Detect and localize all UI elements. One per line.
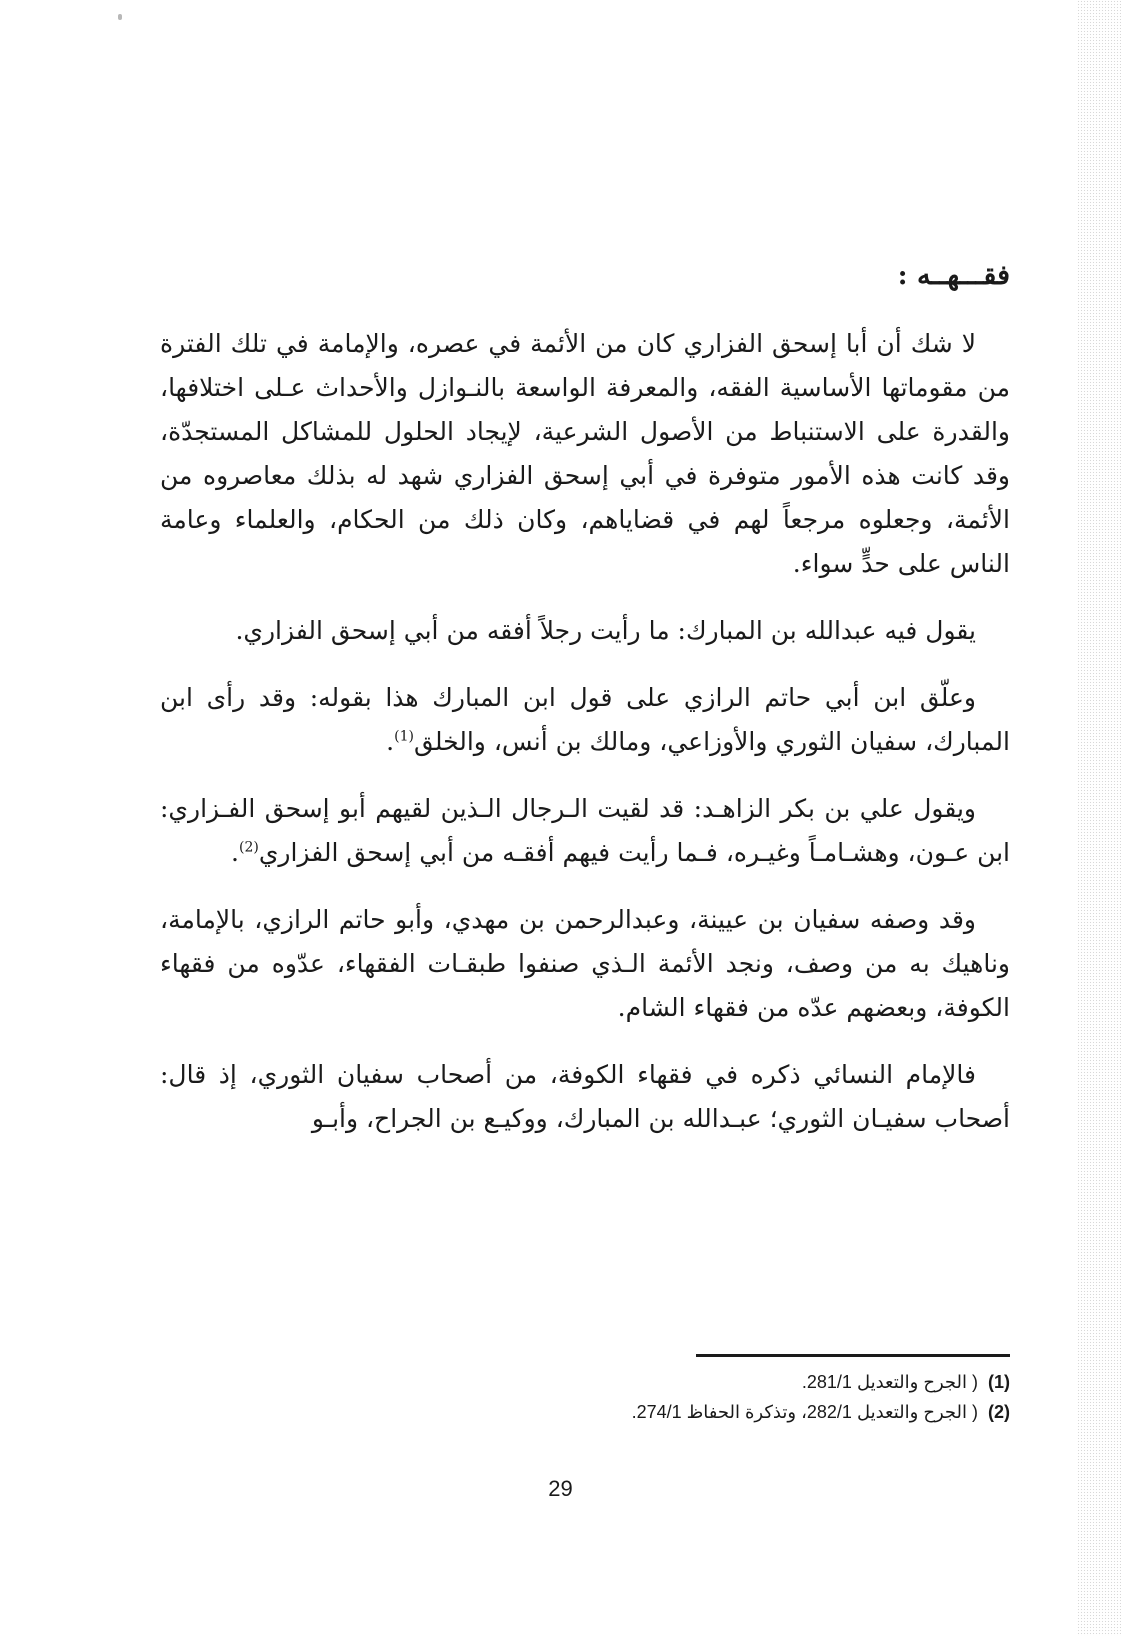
section-heading: فقـــهــه : [897, 260, 1010, 291]
scan-speck [118, 14, 122, 20]
footnote-2-number: (2) [987, 1402, 1010, 1422]
paragraph-4-text: ويقول علي بن بكر الزاهـد: قد لقيت الـرجال الـذين لقيهم أبو إسحق الفـزاري: ابن عـون، وهشـامـاً وغيـره، فـما رأيت فيهم أفقـه من أبي إسحق الفزاري [160, 794, 1010, 867]
paragraph-4-end: . [231, 838, 239, 867]
paragraph-3 [160, 676, 1010, 764]
main-text [160, 256, 1010, 1164]
footnote-1 [160, 1367, 1010, 1397]
footnote-1-text: ( الجرح والتعديل 281/1. [801, 1372, 978, 1392]
footnote-2 [160, 1397, 1010, 1427]
footnotes [160, 1354, 1010, 1427]
paragraph-5: وقد وصفه سفيان بن عيينة، وعبدالرحمن بن مهدي، وأبو حاتم الرازي، بالإمامة، وناهيك به من وصف، ونجد الأئمة الـذي صنفوا طبقـات الفقهاء، عدّوه من فقهاء الكوفة، وبعضهم عدّه من فقهاء الشام. [160, 905, 1010, 1022]
paragraph-4 [160, 787, 1010, 875]
paragraph-1: لا شك أن أبا إسحق الفزاري كان من الأئمة في عصره، والإمامة في تلك الفترة من مقوماتها الأساسية الفقه، والمعرفة الواسعة بالنـوازل والأحداث عـلى اختلافها، والقدرة على الاستنباط من الأصول الشرعية، لإيجاد الحلول للمشاكل المستجدّة، وقد كانت هذه الأمور متوفرة في أبي إسحق الفزاري شهد له بذلك معاصروه من الأئمة، وجعلوه مرجعاً لهم في قضاياهم، وكان ذلك من الحكام، والعلماء وعامة الناس على حدٍّ سواء. [160, 329, 1010, 578]
paragraph-2: يقول فيه عبدالله بن المبارك: ما رأيت رجلاً أفقه من أبي إسحق الفزاري. [235, 616, 976, 645]
footnote-ref-1[interactable]: (1) [394, 728, 414, 745]
paragraph-6: فالإمام النسائي ذكره في فقهاء الكوفة، من أصحاب سفيان الثوري، إذ قال: أصحاب سفيـان الثوري؛ عبـدالله بن المبارك، ووكيـع بن الجراح، وأبـو [160, 1060, 1010, 1133]
page-number: 29 [548, 1476, 573, 1501]
paragraph-3-text: وعلّق ابن أبي حاتم الرازي على قول ابن المبارك هذا بقوله: وقد رأى ابن المبارك، سفيان الثوري والأوزاعي، ومالك بن أنس، والخلق [160, 683, 1010, 756]
footnote-divider [696, 1354, 1010, 1357]
footnote-1-number: (1) [987, 1372, 1010, 1392]
footnote-2-text: ( الجرح والتعديل 282/1، وتذكرة الحفاظ 274/1. [631, 1402, 978, 1422]
paragraph-3-end: . [386, 727, 395, 756]
page-edge-texture [1077, 0, 1121, 1636]
footnote-ref-2[interactable]: (2) [238, 839, 259, 856]
